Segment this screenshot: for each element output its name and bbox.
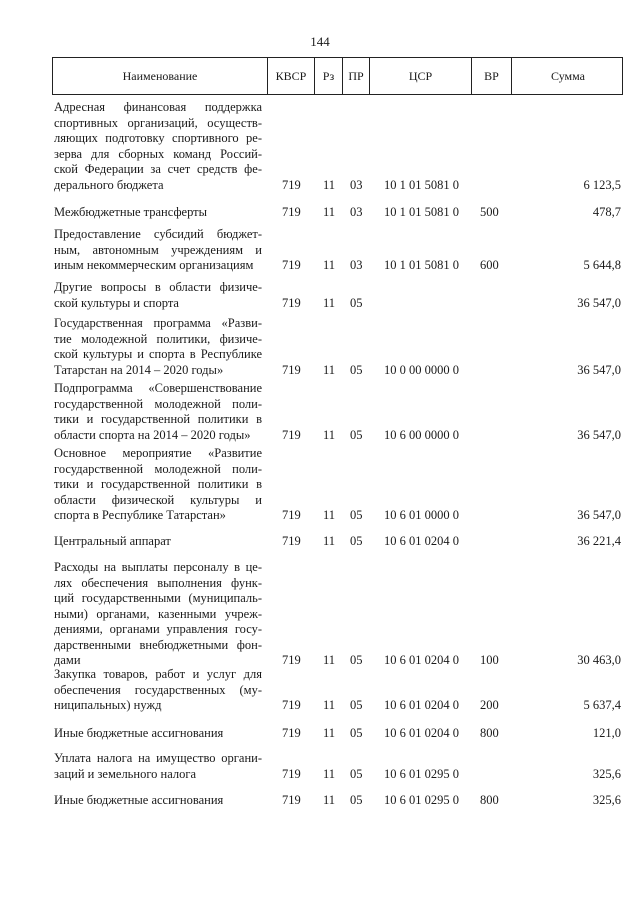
cell-vr: 200 bbox=[480, 698, 499, 712]
row-name bbox=[54, 667, 262, 714]
row-name-line: ций государственными (муниципаль- bbox=[54, 591, 262, 605]
row-name bbox=[54, 280, 262, 311]
cell-pr: 03 bbox=[350, 205, 363, 219]
cell-rz: 11 bbox=[323, 508, 336, 522]
cell-csr: 10 6 01 0295 0 bbox=[384, 766, 459, 781]
cell-kvsr: 719 bbox=[282, 726, 301, 740]
table-row bbox=[52, 381, 623, 443]
cell-csr: 10 6 01 0204 0 bbox=[384, 726, 459, 740]
row-name-line: Татарстан на 2014 – 2020 годы» bbox=[54, 362, 224, 377]
cell-csr: 10 1 01 5081 0 bbox=[384, 177, 459, 192]
row-name-line: ской Федерации за счет средств фе- bbox=[54, 162, 262, 176]
cell-rz: 11 bbox=[323, 726, 336, 740]
cell-kvsr: 719 bbox=[282, 766, 301, 781]
row-name-line: ляющих подготовку спортивного ре- bbox=[54, 131, 262, 145]
row-name bbox=[54, 793, 262, 809]
row-name-line: Иные бюджетные ассигнования bbox=[54, 726, 224, 740]
row-name bbox=[54, 316, 262, 378]
cell-pr: 03 bbox=[350, 177, 363, 192]
table-row bbox=[52, 534, 623, 550]
cell-vr: 800 bbox=[480, 726, 499, 740]
row-name-line: Межбюджетные трансферты bbox=[54, 205, 208, 219]
table-row bbox=[52, 227, 623, 274]
row-name-line: Адресная финансовая поддержка bbox=[54, 100, 262, 114]
cell-vr: 500 bbox=[480, 205, 499, 219]
cell-sum: 30 463,0 bbox=[577, 653, 621, 667]
cell-rz: 11 bbox=[323, 427, 336, 442]
cell-csr: 10 6 01 0204 0 bbox=[384, 653, 459, 667]
cell-csr: 10 6 01 0295 0 bbox=[384, 793, 459, 807]
row-name bbox=[54, 381, 262, 443]
cell-kvsr: 719 bbox=[282, 653, 301, 667]
row-name-line: государственной молодежной поли- bbox=[54, 461, 262, 476]
row-name-line: дерального бюджета bbox=[54, 177, 164, 192]
header-name: Наименование bbox=[122, 68, 198, 83]
row-name-line: Закупка товаров, работ и услуг для bbox=[54, 667, 262, 681]
cell-kvsr: 719 bbox=[282, 362, 301, 377]
cell-csr: 10 1 01 5081 0 bbox=[384, 205, 459, 219]
row-name-line: Предоставление субсидий бюджет- bbox=[54, 227, 262, 241]
row-name-line: области физической культуры и bbox=[54, 492, 262, 507]
cell-pr: 05 bbox=[350, 362, 363, 377]
row-name-line: спортивных организаций, осуществ- bbox=[54, 115, 262, 130]
cell-pr: 05 bbox=[350, 766, 363, 781]
cell-pr: 05 bbox=[350, 793, 363, 807]
row-name-line: ными) органами, казенными учреж- bbox=[54, 606, 262, 621]
cell-kvsr: 719 bbox=[282, 205, 301, 219]
page-number: 144 bbox=[310, 34, 330, 49]
cell-pr: 05 bbox=[350, 534, 363, 548]
row-name bbox=[54, 227, 262, 274]
cell-rz: 11 bbox=[323, 534, 336, 548]
cell-pr: 05 bbox=[350, 698, 363, 712]
cell-sum: 121,0 bbox=[592, 726, 621, 740]
cell-pr: 05 bbox=[350, 726, 363, 740]
row-name-line: ской культуры и спорта bbox=[54, 295, 179, 310]
row-name-line: Государственная программа «Разви- bbox=[54, 316, 262, 330]
cell-sum: 36 547,0 bbox=[577, 362, 621, 377]
table-header bbox=[52, 57, 623, 95]
table-row bbox=[52, 667, 623, 714]
table-row bbox=[52, 100, 623, 193]
row-name-line: Иные бюджетные ассигнования bbox=[54, 793, 224, 807]
cell-rz: 11 bbox=[323, 177, 336, 192]
cell-sum: 325,6 bbox=[592, 793, 621, 807]
row-name bbox=[54, 751, 262, 782]
cell-rz: 11 bbox=[323, 698, 336, 712]
header-csr: ЦСР bbox=[369, 58, 471, 94]
table-row bbox=[52, 793, 623, 809]
row-name-line: дами bbox=[54, 653, 81, 667]
cell-rz: 11 bbox=[323, 362, 336, 377]
cell-pr: 03 bbox=[350, 258, 363, 272]
table-row bbox=[52, 280, 623, 311]
row-name-line: тики и государственной политики в bbox=[54, 477, 262, 491]
cell-kvsr: 719 bbox=[282, 295, 301, 310]
row-name bbox=[54, 446, 262, 524]
cell-rz: 11 bbox=[323, 793, 336, 807]
cell-sum: 36 547,0 bbox=[577, 295, 621, 310]
cell-vr: 800 bbox=[480, 793, 499, 807]
row-name bbox=[54, 560, 262, 669]
cell-sum: 6 123,5 bbox=[583, 177, 621, 192]
cell-kvsr: 719 bbox=[282, 793, 301, 807]
row-name-line: Другие вопросы в области физиче- bbox=[54, 280, 262, 294]
row-name bbox=[54, 100, 262, 193]
cell-rz: 11 bbox=[323, 295, 336, 310]
cell-kvsr: 719 bbox=[282, 508, 301, 522]
cell-csr: 10 6 01 0000 0 bbox=[384, 508, 459, 522]
cell-sum: 36 547,0 bbox=[577, 508, 621, 522]
table-row bbox=[52, 751, 623, 782]
header-kvsr: КВСР bbox=[267, 58, 314, 94]
row-name-line: тики и государственной политики в bbox=[54, 412, 262, 426]
cell-sum: 36 547,0 bbox=[577, 427, 621, 442]
cell-vr: 100 bbox=[480, 653, 499, 667]
cell-pr: 05 bbox=[350, 295, 363, 310]
cell-rz: 11 bbox=[323, 258, 336, 272]
row-name-line: Уплата налога на имущество органи- bbox=[54, 751, 262, 765]
row-name-line: области спорта на 2014 – 2020 годы» bbox=[54, 427, 251, 442]
header-pr: ПР bbox=[342, 58, 369, 94]
cell-kvsr: 719 bbox=[282, 534, 301, 548]
row-name-line: Расходы на выплаты персоналу в це- bbox=[54, 560, 262, 574]
row-name-line: иным некоммерческим организациям bbox=[54, 258, 254, 272]
cell-sum: 325,6 bbox=[592, 766, 621, 781]
cell-rz: 11 bbox=[323, 653, 336, 667]
table-row bbox=[52, 726, 623, 742]
header-rz: Рз bbox=[314, 58, 342, 94]
row-name bbox=[54, 726, 262, 742]
cell-pr: 05 bbox=[350, 427, 363, 442]
row-name-line: спорта в Республике Татарстан» bbox=[54, 508, 226, 522]
row-name-line: тие молодежной политики, физиче- bbox=[54, 331, 262, 346]
header-vr: ВР bbox=[471, 58, 511, 94]
cell-csr: 10 6 01 0204 0 bbox=[384, 534, 459, 548]
cell-sum: 5 644,8 bbox=[583, 258, 621, 272]
row-name-line: заций и земельного налога bbox=[54, 766, 197, 781]
cell-kvsr: 719 bbox=[282, 698, 301, 712]
row-name-line: Центральный аппарат bbox=[54, 534, 171, 548]
row-name-line: лях обеспечения выполнения функ- bbox=[54, 575, 262, 590]
cell-csr: 10 6 00 0000 0 bbox=[384, 427, 459, 442]
row-name-line: ской культуры и спорта в Республике bbox=[54, 347, 262, 361]
cell-kvsr: 719 bbox=[282, 177, 301, 192]
row-name-line: дарственными внебюджетными фон- bbox=[54, 637, 262, 652]
row-name-line: государственной молодежной поли- bbox=[54, 396, 262, 411]
table-row bbox=[52, 316, 623, 378]
cell-pr: 05 bbox=[350, 653, 363, 667]
row-name-line: ниципальных) нужд bbox=[54, 698, 162, 712]
row-name bbox=[54, 534, 262, 550]
table-row bbox=[52, 205, 623, 221]
row-name-line: Подпрограмма «Совершенствование bbox=[54, 381, 262, 395]
cell-kvsr: 719 bbox=[282, 258, 301, 272]
cell-sum: 478,7 bbox=[592, 205, 621, 219]
cell-sum: 5 637,4 bbox=[583, 698, 621, 712]
row-name bbox=[54, 205, 262, 221]
row-name-line: обеспечения государственных (му- bbox=[54, 682, 262, 697]
cell-csr: 10 6 01 0204 0 bbox=[384, 698, 459, 712]
row-name-line: дениями, органами управления госу- bbox=[54, 622, 262, 636]
row-name-line: ным, автономным учреждениям и bbox=[54, 242, 262, 257]
header-sum: Сумма bbox=[511, 58, 624, 94]
table-row bbox=[52, 560, 623, 669]
cell-rz: 11 bbox=[323, 205, 336, 219]
cell-vr: 600 bbox=[480, 258, 499, 272]
cell-pr: 05 bbox=[350, 508, 363, 522]
row-name-line: зерва для сборных команд Россий- bbox=[54, 146, 262, 161]
cell-rz: 11 bbox=[323, 766, 336, 781]
cell-csr: 10 0 00 0000 0 bbox=[384, 362, 459, 377]
cell-csr: 10 1 01 5081 0 bbox=[384, 258, 459, 272]
cell-sum: 36 221,4 bbox=[577, 534, 621, 548]
cell-kvsr: 719 bbox=[282, 427, 301, 442]
row-name-line: Основное мероприятие «Развитие bbox=[54, 446, 262, 460]
table-row bbox=[52, 446, 623, 524]
